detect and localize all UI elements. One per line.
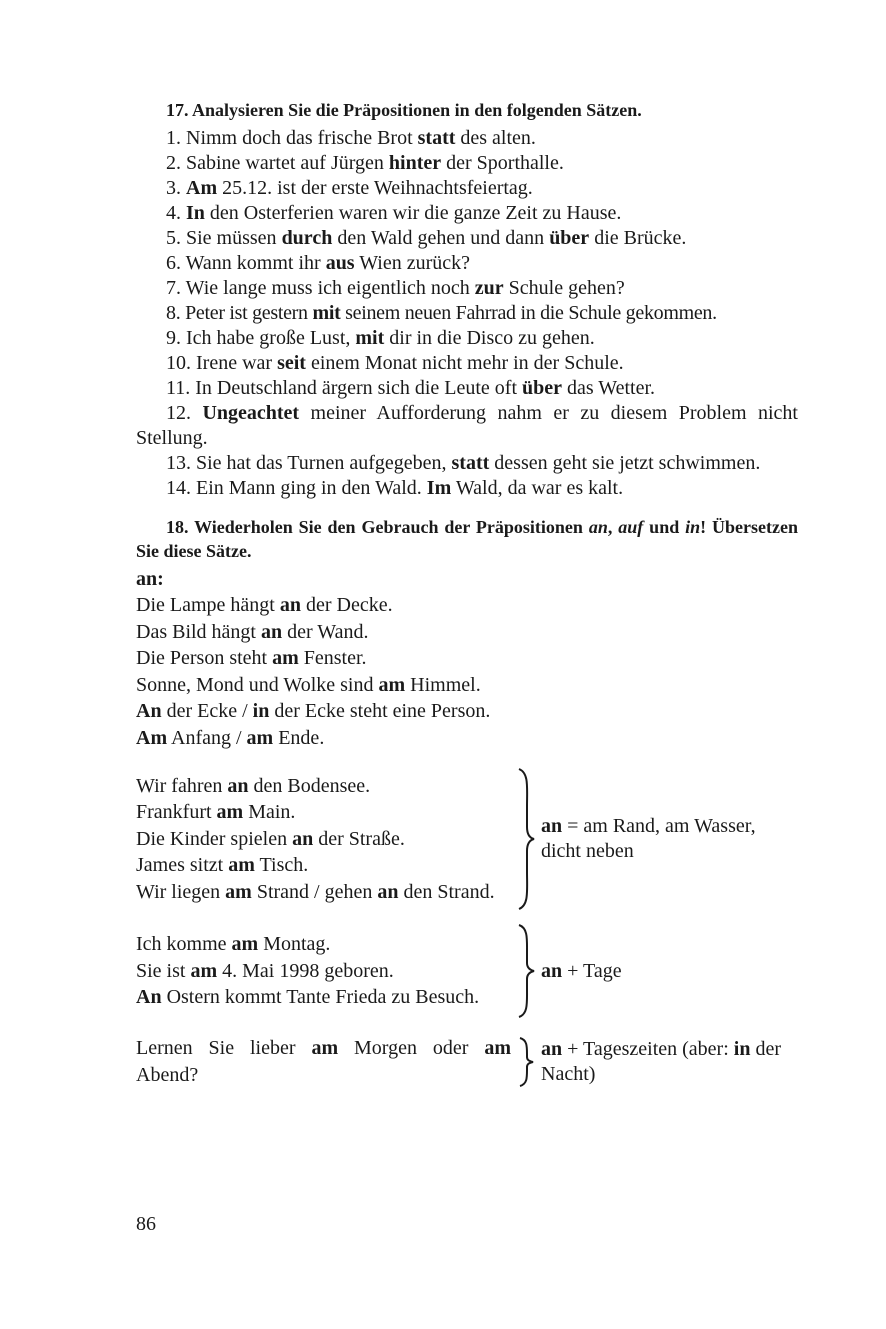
rule-description: an = am Rand, am Wasser, dicht neben bbox=[541, 815, 756, 862]
page-content bbox=[136, 98, 798, 1088]
sentence-12: 12. Ungeachtet meiner Aufforderung nahm er zu diesem Problem nicht Stellung. bbox=[136, 402, 798, 449]
example-line: Frankfurt am Main. bbox=[136, 801, 296, 824]
example-line: An der Ecke / in der Ecke steht eine Person. bbox=[136, 700, 491, 722]
rule-group-examples bbox=[136, 1035, 511, 1088]
rule-group-times-of-day bbox=[136, 1035, 798, 1088]
exercise-17-sentences bbox=[136, 126, 798, 501]
curly-brace-icon bbox=[511, 767, 541, 911]
example-line: Die Kinder spielen an der Straße. bbox=[136, 827, 405, 850]
example-line: Wir fahren an den Bodensee. bbox=[136, 774, 371, 797]
section-label-an: an: bbox=[136, 568, 164, 590]
example-line: Lernen Sie lieber am Morgen oder am Abend? bbox=[136, 1037, 511, 1086]
example-line: Sonne, Mond und Wolke sind am Himmel. bbox=[136, 673, 481, 696]
page-number: 86 bbox=[136, 1213, 156, 1235]
example-line: Wir liegen am Strand / gehen an den Strand. bbox=[136, 880, 495, 903]
sentence-10: 10. Irene war seit einem Monat nicht mehr in der Schule. bbox=[166, 352, 624, 374]
curly-brace-icon bbox=[511, 923, 541, 1019]
sentence-4: 4. In den Osterferien waren wir die ganze Zeit zu Hause. bbox=[166, 202, 622, 224]
sentence-14: 14. Ein Mann ging in den Wald. Im Wald, da war es kalt. bbox=[166, 477, 624, 499]
example-line: Die Lampe hängt an der Decke. bbox=[136, 594, 393, 616]
example-line: Sie ist am 4. Mai 1998 geboren. bbox=[136, 959, 394, 982]
example-line: James sitzt am Tisch. bbox=[136, 854, 309, 877]
rule-group-days bbox=[136, 923, 798, 1019]
sentence-9: 9. Ich habe große Lust, mit dir in die Disco zu gehen. bbox=[166, 327, 595, 349]
sentence-5: 5. Sie müssen durch den Wald gehen und dann über die Brücke. bbox=[166, 227, 687, 249]
sentence-7: 7. Wie lange muss ich eigentlich noch zur Schule gehen? bbox=[166, 277, 625, 299]
example-line: An Ostern kommt Tante Frieda zu Besuch. bbox=[136, 986, 480, 1009]
rule-description: an + Tageszeiten (aber: in der Nacht) bbox=[541, 1037, 782, 1085]
example-line: Das Bild hängt an der Wand. bbox=[136, 620, 369, 643]
sentence-6: 6. Wann kommt ihr aus Wien zurück? bbox=[166, 252, 471, 274]
block-an-examples bbox=[136, 592, 511, 751]
exercise-17-heading: 17. Analysieren Sie die Präpositionen in den folgenden Sätzen. bbox=[166, 100, 642, 120]
rule-group-place bbox=[136, 767, 798, 911]
sentence-3: 3. Am 25.12. ist der erste Weihnachtsfeiertag. bbox=[166, 177, 533, 199]
curly-brace-icon bbox=[511, 1035, 541, 1088]
sentence-1: 1. Nimm doch das frische Brot statt des alten. bbox=[166, 127, 536, 149]
rule-description: an + Tage bbox=[541, 959, 622, 982]
example-line: Am Anfang / am Ende. bbox=[136, 726, 325, 749]
rule-group-examples bbox=[136, 773, 511, 906]
sentence-8: 8. Peter ist gestern mit seinem neuen Fahrrad in die Schule gekommen. bbox=[166, 302, 717, 324]
rule-group-examples bbox=[136, 931, 511, 1011]
exercise-18-heading: 18. Wiederholen Sie den Gebrauch der Präpositionen an, auf und in! Übersetzen Sie diese Sätze. bbox=[136, 517, 799, 561]
sentence-13: 13. Sie hat das Turnen aufgegeben, statt dessen geht sie jetzt schwimmen. bbox=[166, 452, 761, 474]
sentence-11: 11. In Deutschland ärgern sich die Leute oft über das Wetter. bbox=[166, 377, 655, 399]
example-line: Die Person steht am Fenster. bbox=[136, 647, 367, 669]
example-line: Ich komme am Montag. bbox=[136, 933, 331, 956]
sentence-2: 2. Sabine wartet auf Jürgen hinter der Sporthalle. bbox=[166, 152, 564, 174]
